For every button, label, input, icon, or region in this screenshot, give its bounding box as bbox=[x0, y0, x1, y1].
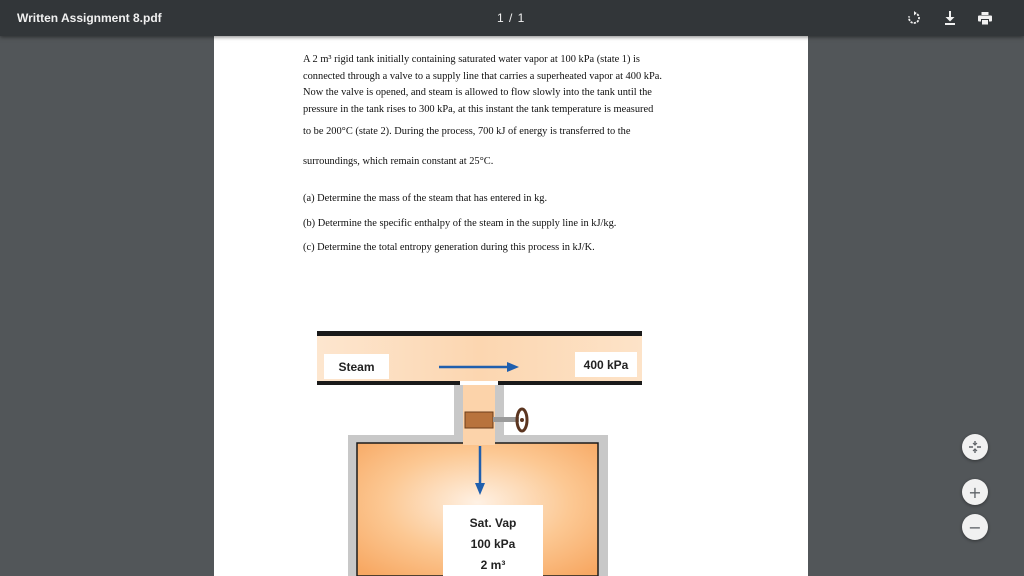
paragraph-line: connected through a valve to a supply line that carries a superheated vapor at 400 kPa. bbox=[303, 70, 662, 82]
pdf-page bbox=[214, 36, 808, 576]
tank-figure bbox=[317, 295, 643, 576]
question-b: (b) Determine the specific enthalpy of the steam in the supply line in kJ/kg. bbox=[303, 218, 617, 229]
tank-pressure-label: 100 kPa bbox=[470, 537, 516, 551]
pdf-toolbar bbox=[0, 0, 1024, 36]
tank-state-label: Sat. Vap bbox=[469, 516, 517, 530]
print-icon[interactable] bbox=[975, 8, 995, 28]
question-a: (a) Determine the mass of the steam that has entered in kg. bbox=[303, 193, 548, 204]
page-indicator[interactable]: 1 / 1 bbox=[497, 11, 526, 25]
problem-statement bbox=[303, 52, 733, 170]
valve-body bbox=[465, 412, 493, 428]
zoom-in-button[interactable]: + bbox=[962, 479, 988, 505]
pipe-top-wall bbox=[317, 331, 642, 336]
paragraph-line: pressure in the tank rises to 300 kPa, at this instant the tank temperature is measured bbox=[303, 103, 654, 115]
file-title: Written Assignment 8.pdf bbox=[17, 11, 162, 25]
pipe-bottom-wall-right bbox=[498, 381, 642, 385]
fit-to-page-icon bbox=[969, 441, 981, 453]
fit-to-page-button[interactable] bbox=[962, 434, 988, 460]
paragraph-line: to be 200°C (state 2). During the process, 700 kJ of energy is transferred to the bbox=[303, 125, 631, 137]
rotate-icon[interactable] bbox=[904, 8, 924, 28]
tank-volume-label: 2 m³ bbox=[480, 558, 506, 572]
tank-inlet bbox=[463, 441, 495, 445]
zoom-out-button[interactable]: − bbox=[962, 514, 988, 540]
question-c: (c) Determine the total entropy generation during this process in kJ/K. bbox=[303, 242, 595, 253]
steam-label: Steam bbox=[338, 360, 375, 374]
pipe-bottom-wall-left bbox=[317, 381, 460, 385]
paragraph-line: surroundings, which remain constant at 25°C. bbox=[303, 155, 494, 167]
valve-stem bbox=[493, 417, 519, 422]
paragraph-line: A 2 m³ rigid tank initially containing saturated water vapor at 100 kPa (state 1) is bbox=[303, 54, 640, 65]
download-icon[interactable] bbox=[940, 8, 960, 28]
line-pressure-label: 400 kPa bbox=[583, 358, 629, 372]
paragraph-line: Now the valve is opened, and steam is allowed to flow slowly into the tank until the bbox=[303, 87, 652, 98]
